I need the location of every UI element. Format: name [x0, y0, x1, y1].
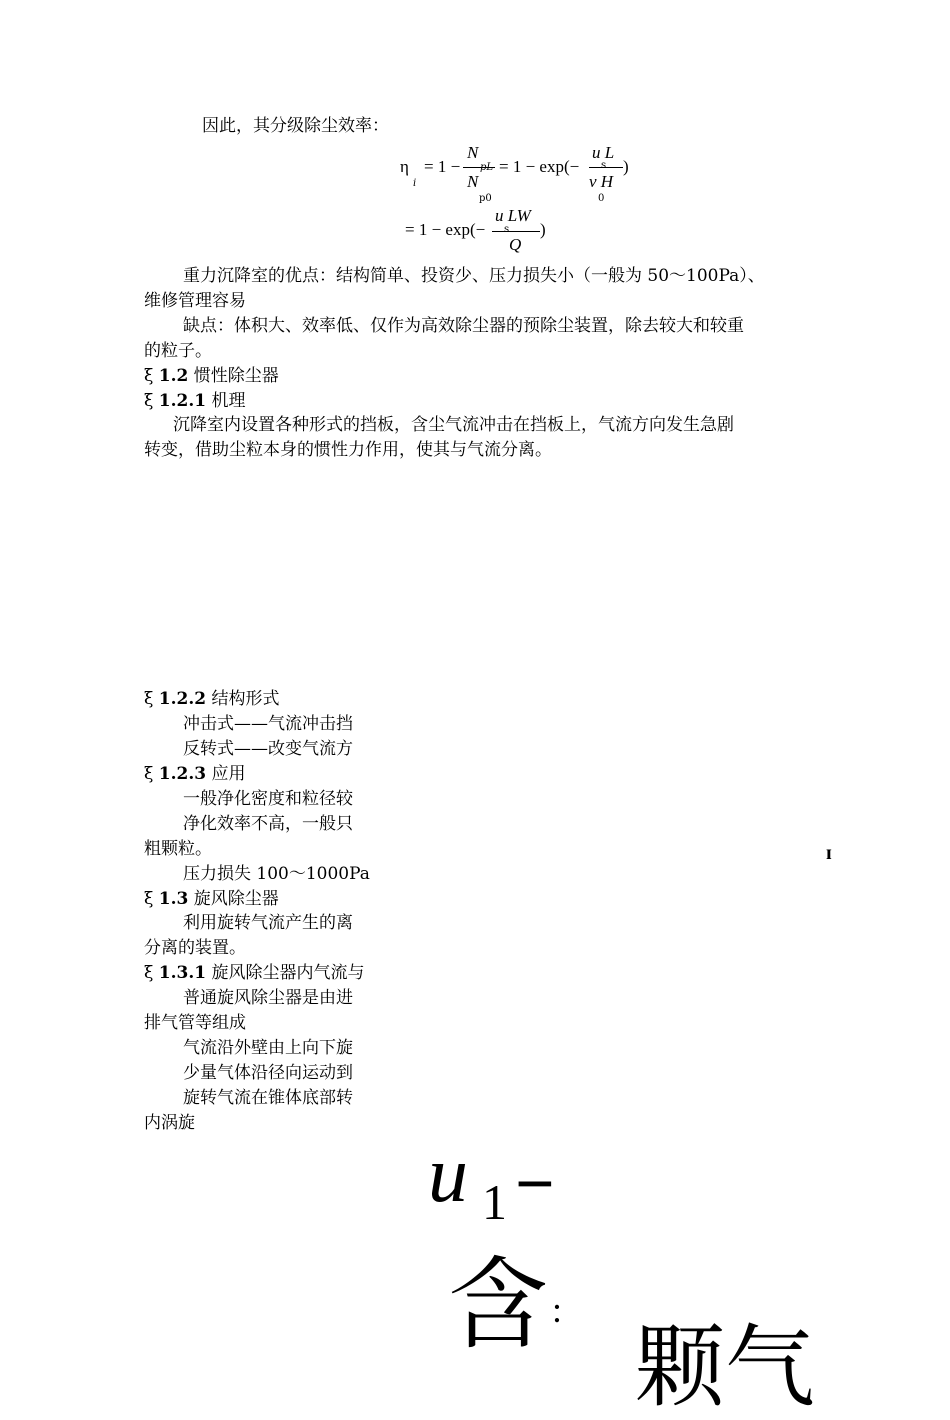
application-line-3: 粗颗粒。 [144, 839, 212, 859]
reverse-type-line: 反转式——改变气流方 [183, 739, 353, 759]
cyclone-line-8: 内涡旋 [144, 1113, 195, 1133]
frac2-close: ) [623, 157, 629, 176]
heading-1-3: ξ 1.3 旋风除尘器 [144, 889, 279, 909]
cyclone-line-2: 分离的装置。 [144, 938, 246, 958]
heading-1-2-3: ξ 1.2.3 应用 [144, 764, 246, 784]
big-char-he: 含 [448, 1246, 548, 1363]
application-line-2: 净化效率不高，一般只 [183, 814, 353, 834]
stray-mark: ɪ [826, 842, 832, 864]
frac2-num: u L [592, 143, 615, 162]
heading-1-3-1: ξ 1.3.1 旋风除尘器内气流与 [144, 963, 365, 983]
frac3-num: u LW [495, 206, 531, 225]
cyclone-line-6: 少量气体沿径向运动到 [183, 1063, 353, 1083]
advantage-line-2: 维修管理容易 [144, 291, 246, 311]
frac3-bar [492, 231, 540, 232]
disadvantage-line-2: 的粒子。 [144, 341, 212, 361]
advantage-line: 重力沉降室的优点：结构简单、投资少、压力损失小（一般为 50～100Pa）、 [183, 266, 765, 286]
eta-symbol: η [400, 157, 409, 176]
cyclone-line-7: 旋转气流在锥体底部转 [183, 1088, 353, 1108]
frac2-num-sub: s [601, 160, 607, 171]
frac3-den: Q [509, 235, 522, 254]
big-u-glyph: u [428, 1131, 468, 1219]
heading-1-2: ξ 1.2 惯性除尘器 [144, 366, 279, 386]
frac2-den: v H [589, 172, 614, 191]
eta-subscript: i [413, 178, 417, 189]
cyclone-line-5: 气流沿外壁由上向下旋 [183, 1038, 353, 1058]
cyclone-line-3: 普通旋风除尘器是由进 [183, 988, 353, 1008]
pressure-loss-line: 压力损失 100～1000Pa [183, 864, 370, 884]
frac1-bar [463, 167, 495, 168]
mechanism-para-2: 转变，借助尘粒本身的惯性力作用，使其与气流分离。 [144, 440, 552, 460]
frac1-den: N [467, 172, 479, 191]
big-colon: : [552, 1290, 563, 1330]
heading-1-2-1: ξ 1.2.1 机理 [144, 391, 246, 411]
frac1-num: N [467, 143, 479, 162]
big-dash: − [515, 1146, 555, 1223]
big-tail-chars: 颗气 [635, 1315, 815, 1420]
application-line-1: 一般净化密度和粒径较 [183, 789, 353, 809]
frac2-den-sub: 0 [598, 193, 605, 204]
eq-part-2: = 1 − exp(− [499, 157, 580, 176]
impact-type-line: 冲击式——气流冲击挡 [183, 714, 353, 734]
heading-1-2-2: ξ 1.2.2 结构形式 [144, 689, 280, 709]
eq-part-3: = 1 − exp(− [405, 220, 486, 239]
frac3-num-sub: s [504, 224, 510, 235]
eq-part-1: = 1 − [424, 157, 461, 176]
cyclone-line-4: 排气管等组成 [144, 1013, 246, 1033]
mechanism-para-1: 沉降室内设置各种形式的挡板，含尘气流冲击在挡板上，气流方向发生急剧 [173, 415, 734, 435]
frac1-num-sub: pL [480, 162, 494, 173]
frac2-bar [589, 167, 623, 168]
frac3-close: ) [540, 220, 546, 239]
intro-text: 因此，其分级除尘效率： [202, 116, 389, 136]
disadvantage-line: 缺点：体积大、效率低、仅作为高效除尘器的预除尘装置，除去较大和较重 [183, 316, 744, 336]
cyclone-line-1: 利用旋转气流产生的离 [183, 913, 353, 933]
frac1-den-sub: p0 [479, 193, 492, 204]
big-subscript: 1 [482, 1174, 507, 1230]
